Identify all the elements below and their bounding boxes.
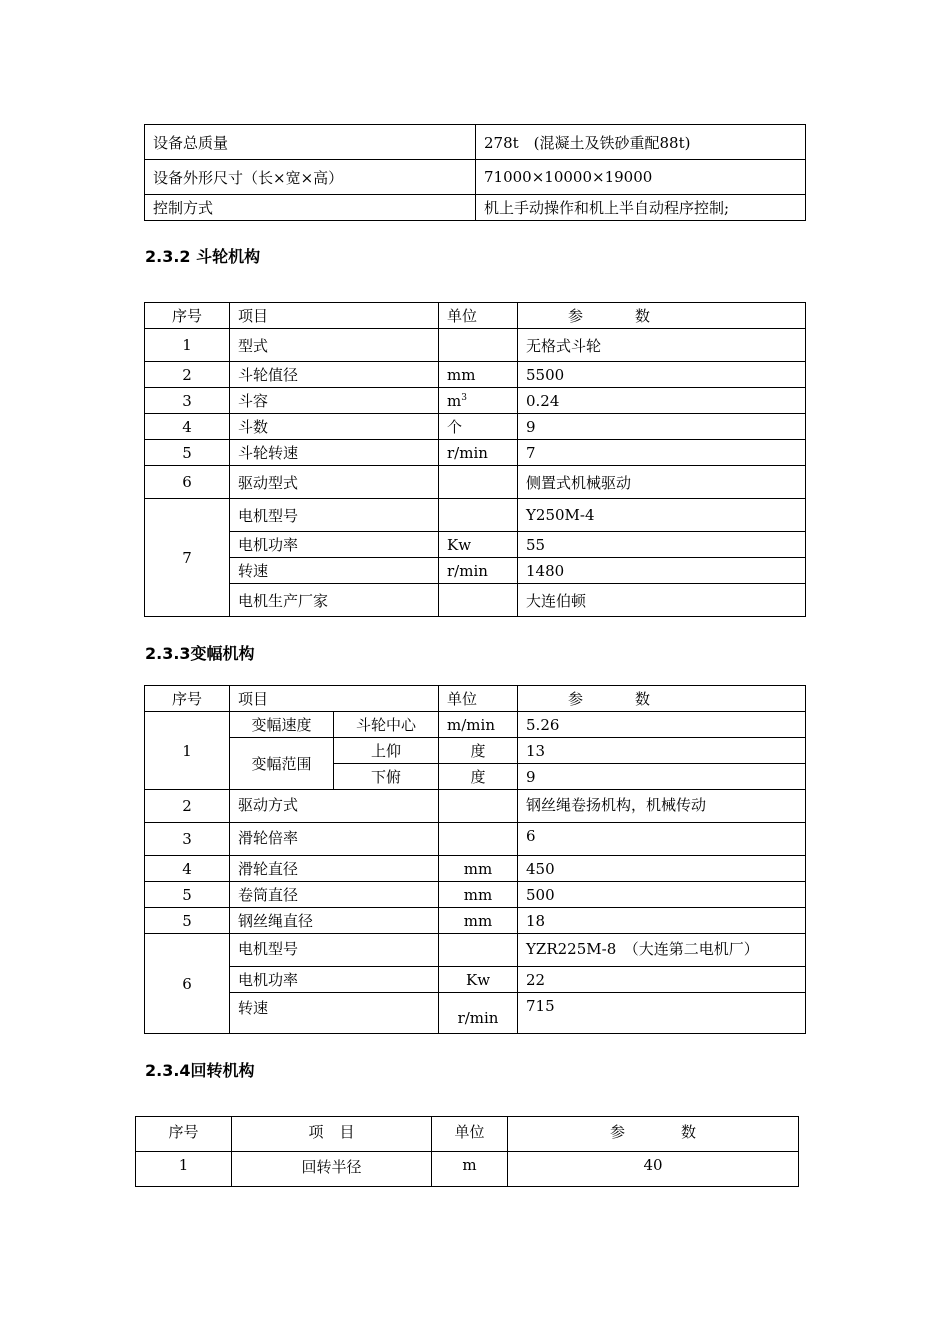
row-item: 转速 — [230, 558, 439, 584]
header-item — [232, 1117, 432, 1152]
value-cell: 机上手动操作和机上半自动程序控制; — [476, 195, 806, 221]
header-param — [508, 1117, 799, 1152]
table-row — [145, 466, 806, 499]
row-item: 回转半径 — [232, 1152, 432, 1187]
general-spec-table — [144, 124, 806, 221]
row-subitem: 斗轮中心 — [334, 712, 439, 738]
row-value: 5.26 — [518, 712, 806, 738]
unit-superscript: 3 — [461, 392, 467, 403]
header-item-a: 项 — [308, 1123, 324, 1141]
row-item: 驱动方式 — [230, 790, 439, 823]
item-cell: 设备外形尺寸（长×宽×高） — [145, 160, 476, 195]
row-unit: m/min — [439, 712, 518, 738]
table-row — [145, 882, 806, 908]
row-value: 500 — [518, 882, 806, 908]
row-no: 1 — [145, 712, 230, 790]
row-item: 滑轮倍率 — [230, 823, 439, 856]
table-header-row — [145, 303, 806, 329]
table-header-row — [145, 686, 806, 712]
row-item: 变幅速度 — [230, 712, 334, 738]
row-value: 5500 — [518, 362, 806, 388]
table-row — [145, 993, 806, 1034]
table-header-row — [136, 1117, 799, 1152]
row-unit: 个 — [439, 414, 518, 440]
row-item: 电机型号 — [230, 499, 439, 532]
row-item: 电机功率 — [230, 532, 439, 558]
row-no: 5 — [145, 908, 230, 934]
item-cell: 控制方式 — [145, 195, 476, 221]
header-item: 项目 — [230, 686, 439, 712]
row-subitem: 上仰 — [334, 738, 439, 764]
row-value: 侧置式机械驱动 — [518, 466, 806, 499]
row-no: 2 — [145, 362, 230, 388]
row-no: 2 — [145, 790, 230, 823]
table-row — [145, 558, 806, 584]
row-no: 1 — [136, 1152, 232, 1187]
table-row — [145, 362, 806, 388]
row-value: 55 — [518, 532, 806, 558]
row-item: 型式 — [230, 329, 439, 362]
row-value: 715 — [518, 993, 806, 1034]
table-row — [145, 414, 806, 440]
row-value: 13 — [518, 738, 806, 764]
row-unit — [439, 934, 518, 967]
row-unit — [439, 388, 518, 414]
table-row — [145, 499, 806, 532]
row-no: 5 — [145, 440, 230, 466]
table-row — [145, 125, 806, 160]
row-value: YZR225M-8 （大连第二电机厂） — [518, 934, 806, 967]
unit-text: m — [447, 391, 462, 410]
row-value: 1480 — [518, 558, 806, 584]
row-unit: r/min — [439, 993, 518, 1034]
row-unit: mm — [439, 856, 518, 882]
header-unit: 单位 — [439, 303, 518, 329]
row-value: 9 — [518, 764, 806, 790]
row-unit — [439, 790, 518, 823]
row-value: 0.24 — [518, 388, 806, 414]
header-param-a: 参 — [568, 690, 584, 708]
row-value: 40 — [508, 1152, 799, 1187]
row-unit: 度 — [439, 764, 518, 790]
row-no: 6 — [145, 466, 230, 499]
row-no: 6 — [145, 934, 230, 1034]
header-no: 序号 — [145, 303, 230, 329]
section-heading-luffing: 2.3.3变幅机构 — [145, 644, 255, 663]
header-param-b: 数 — [681, 1123, 697, 1141]
row-item: 钢丝绳直径 — [230, 908, 439, 934]
table-row — [145, 440, 806, 466]
row-value: Y250M-4 — [518, 499, 806, 532]
row-item: 电机生产厂家 — [230, 584, 439, 617]
row-item: 电机功率 — [230, 967, 439, 993]
header-item: 项目 — [230, 303, 439, 329]
bucket-wheel-table — [144, 302, 806, 617]
table-row — [145, 823, 806, 856]
row-unit: Kw — [439, 532, 518, 558]
table-row — [145, 584, 806, 617]
value-cell: 278t (混凝土及铁砂重配88t) — [476, 125, 806, 160]
row-unit: 度 — [439, 738, 518, 764]
table-row — [145, 329, 806, 362]
row-value: 9 — [518, 414, 806, 440]
table-row — [145, 908, 806, 934]
row-item: 斗容 — [230, 388, 439, 414]
table-row — [145, 967, 806, 993]
row-value: 450 — [518, 856, 806, 882]
table-row — [145, 160, 806, 195]
row-value: 无格式斗轮 — [518, 329, 806, 362]
row-unit — [439, 329, 518, 362]
row-item: 卷筒直径 — [230, 882, 439, 908]
table-row — [145, 790, 806, 823]
row-unit — [439, 823, 518, 856]
row-no: 5 — [145, 882, 230, 908]
row-no: 3 — [145, 388, 230, 414]
header-param-b: 数 — [635, 690, 651, 708]
row-no: 4 — [145, 414, 230, 440]
header-param-a: 参 — [609, 1123, 625, 1141]
row-value: 7 — [518, 440, 806, 466]
row-unit — [439, 499, 518, 532]
row-item: 驱动型式 — [230, 466, 439, 499]
row-unit — [439, 466, 518, 499]
table-row — [136, 1152, 799, 1187]
row-value: 大连伯顿 — [518, 584, 806, 617]
row-unit: r/min — [439, 440, 518, 466]
row-no: 4 — [145, 856, 230, 882]
header-unit: 单位 — [432, 1117, 508, 1152]
row-item: 电机型号 — [230, 934, 439, 967]
row-item: 变幅范围 — [230, 738, 334, 790]
slewing-table — [135, 1116, 799, 1187]
header-param — [518, 686, 806, 712]
header-no: 序号 — [136, 1117, 232, 1152]
row-unit: mm — [439, 882, 518, 908]
row-value: 钢丝绳卷扬机构，机械传动 — [518, 790, 806, 823]
luffing-table — [144, 685, 806, 1034]
header-param — [518, 303, 806, 329]
header-no: 序号 — [145, 686, 230, 712]
row-item: 斗数 — [230, 414, 439, 440]
row-value: 22 — [518, 967, 806, 993]
row-no: 3 — [145, 823, 230, 856]
row-unit — [439, 584, 518, 617]
table-row — [145, 712, 806, 738]
row-unit: mm — [439, 908, 518, 934]
row-unit: r/min — [439, 558, 518, 584]
header-param-a: 参 — [568, 307, 584, 325]
header-param-b: 数 — [635, 307, 651, 325]
row-unit: mm — [439, 362, 518, 388]
row-unit: m — [432, 1152, 508, 1187]
row-item: 转速 — [230, 993, 439, 1034]
row-item: 滑轮直径 — [230, 856, 439, 882]
row-no: 1 — [145, 329, 230, 362]
section-heading-bucket-wheel: 2.3.2 斗轮机构 — [145, 247, 261, 266]
row-subitem: 下俯 — [334, 764, 439, 790]
table-row — [145, 738, 806, 764]
row-item: 斗轮转速 — [230, 440, 439, 466]
item-cell: 设备总质量 — [145, 125, 476, 160]
table-row — [145, 388, 806, 414]
row-no: 7 — [145, 499, 230, 617]
table-row — [145, 532, 806, 558]
row-value: 18 — [518, 908, 806, 934]
row-unit: Kw — [439, 967, 518, 993]
table-row — [145, 195, 806, 221]
header-item-b: 目 — [339, 1123, 355, 1141]
table-row — [145, 934, 806, 967]
header-unit: 单位 — [439, 686, 518, 712]
table-row — [145, 856, 806, 882]
value-cell: 71000×10000×19000 — [476, 160, 806, 195]
section-heading-slewing: 2.3.4回转机构 — [145, 1061, 255, 1080]
row-value: 6 — [518, 823, 806, 856]
row-item: 斗轮值径 — [230, 362, 439, 388]
